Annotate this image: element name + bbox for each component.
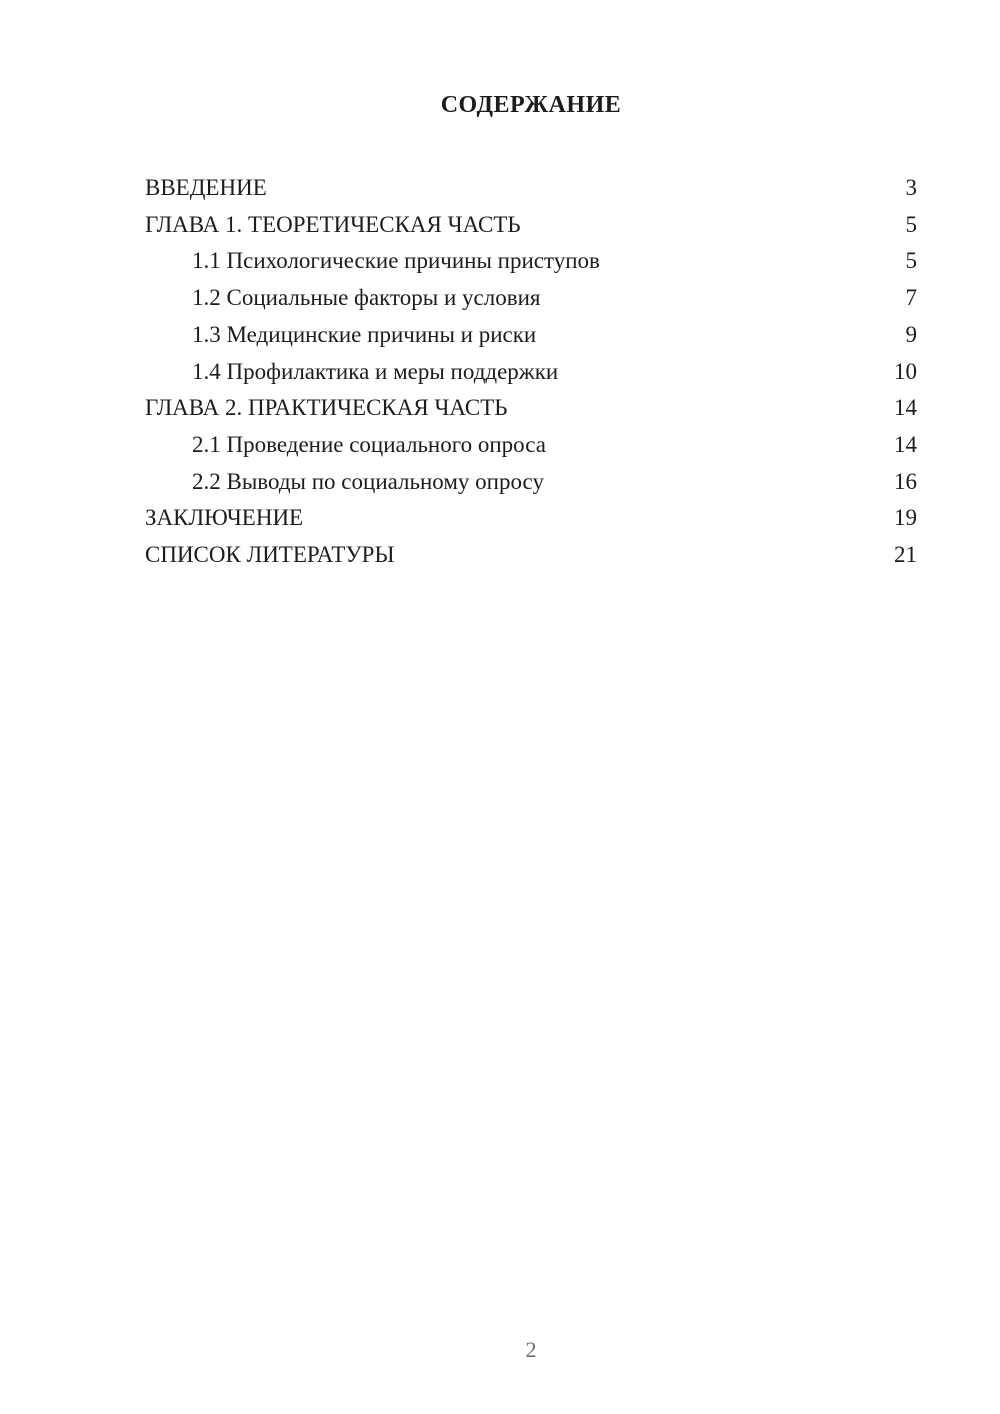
toc-entry bbox=[145, 464, 917, 501]
toc-entry-page: 10 bbox=[894, 358, 917, 384]
toc-entry-page: 19 bbox=[894, 505, 917, 531]
toc-entry-label: 1.4 Профилактика и меры поддержки bbox=[192, 358, 559, 384]
toc-entry-label: ЗАКЛЮЧЕНИЕ bbox=[145, 505, 304, 531]
toc-entry-page: 21 bbox=[894, 542, 917, 568]
toc-entry-label: 2.2 Выводы по социальному опросу bbox=[192, 468, 544, 494]
footer-page-number: 2 bbox=[525, 1337, 537, 1362]
toc-entry-label: 1.1 Психологические причины приступов bbox=[192, 248, 600, 274]
toc-entry bbox=[145, 280, 917, 317]
toc-entry bbox=[145, 390, 917, 427]
toc-list bbox=[145, 170, 917, 574]
toc-entry bbox=[145, 243, 917, 280]
toc-entry-label: ВВЕДЕНИЕ bbox=[145, 175, 267, 200]
document-content bbox=[145, 0, 917, 574]
toc-entry-page: 16 bbox=[894, 468, 917, 494]
toc-entry-page: 5 bbox=[905, 248, 917, 274]
toc-entry bbox=[145, 537, 917, 574]
page-title: СОДЕРЖАНИЕ bbox=[440, 92, 622, 118]
toc-entry-page: 14 bbox=[894, 431, 917, 457]
toc-entry-page: 9 bbox=[905, 321, 917, 347]
toc-entry-label: 1.2 Социальные факторы и условия bbox=[192, 285, 541, 311]
toc-entry-label: СПИСОК ЛИТЕРАТУРЫ bbox=[145, 542, 395, 568]
toc-entry-label: ГЛАВА 2. ПРАКТИЧЕСКАЯ ЧАСТЬ bbox=[145, 395, 508, 421]
toc-entry bbox=[145, 317, 917, 354]
toc-entry-page: 7 bbox=[905, 285, 917, 311]
toc-entry bbox=[145, 170, 917, 207]
toc-entry-label: 2.1 Проведение социального опроса bbox=[192, 431, 546, 457]
toc-entry bbox=[145, 500, 917, 537]
toc-entry-label: ГЛАВА 1. ТЕОРЕТИЧЕСКАЯ ЧАСТЬ bbox=[145, 211, 521, 237]
toc-entry bbox=[145, 354, 917, 391]
toc-entry-page: 14 bbox=[894, 395, 917, 421]
toc-entry bbox=[145, 207, 917, 244]
toc-entry-page: 5 bbox=[905, 211, 917, 237]
toc-entry bbox=[145, 427, 917, 464]
toc-entry-label: 1.3 Медицинские причины и риски bbox=[192, 321, 537, 347]
toc-entry-page: 3 bbox=[905, 175, 917, 200]
